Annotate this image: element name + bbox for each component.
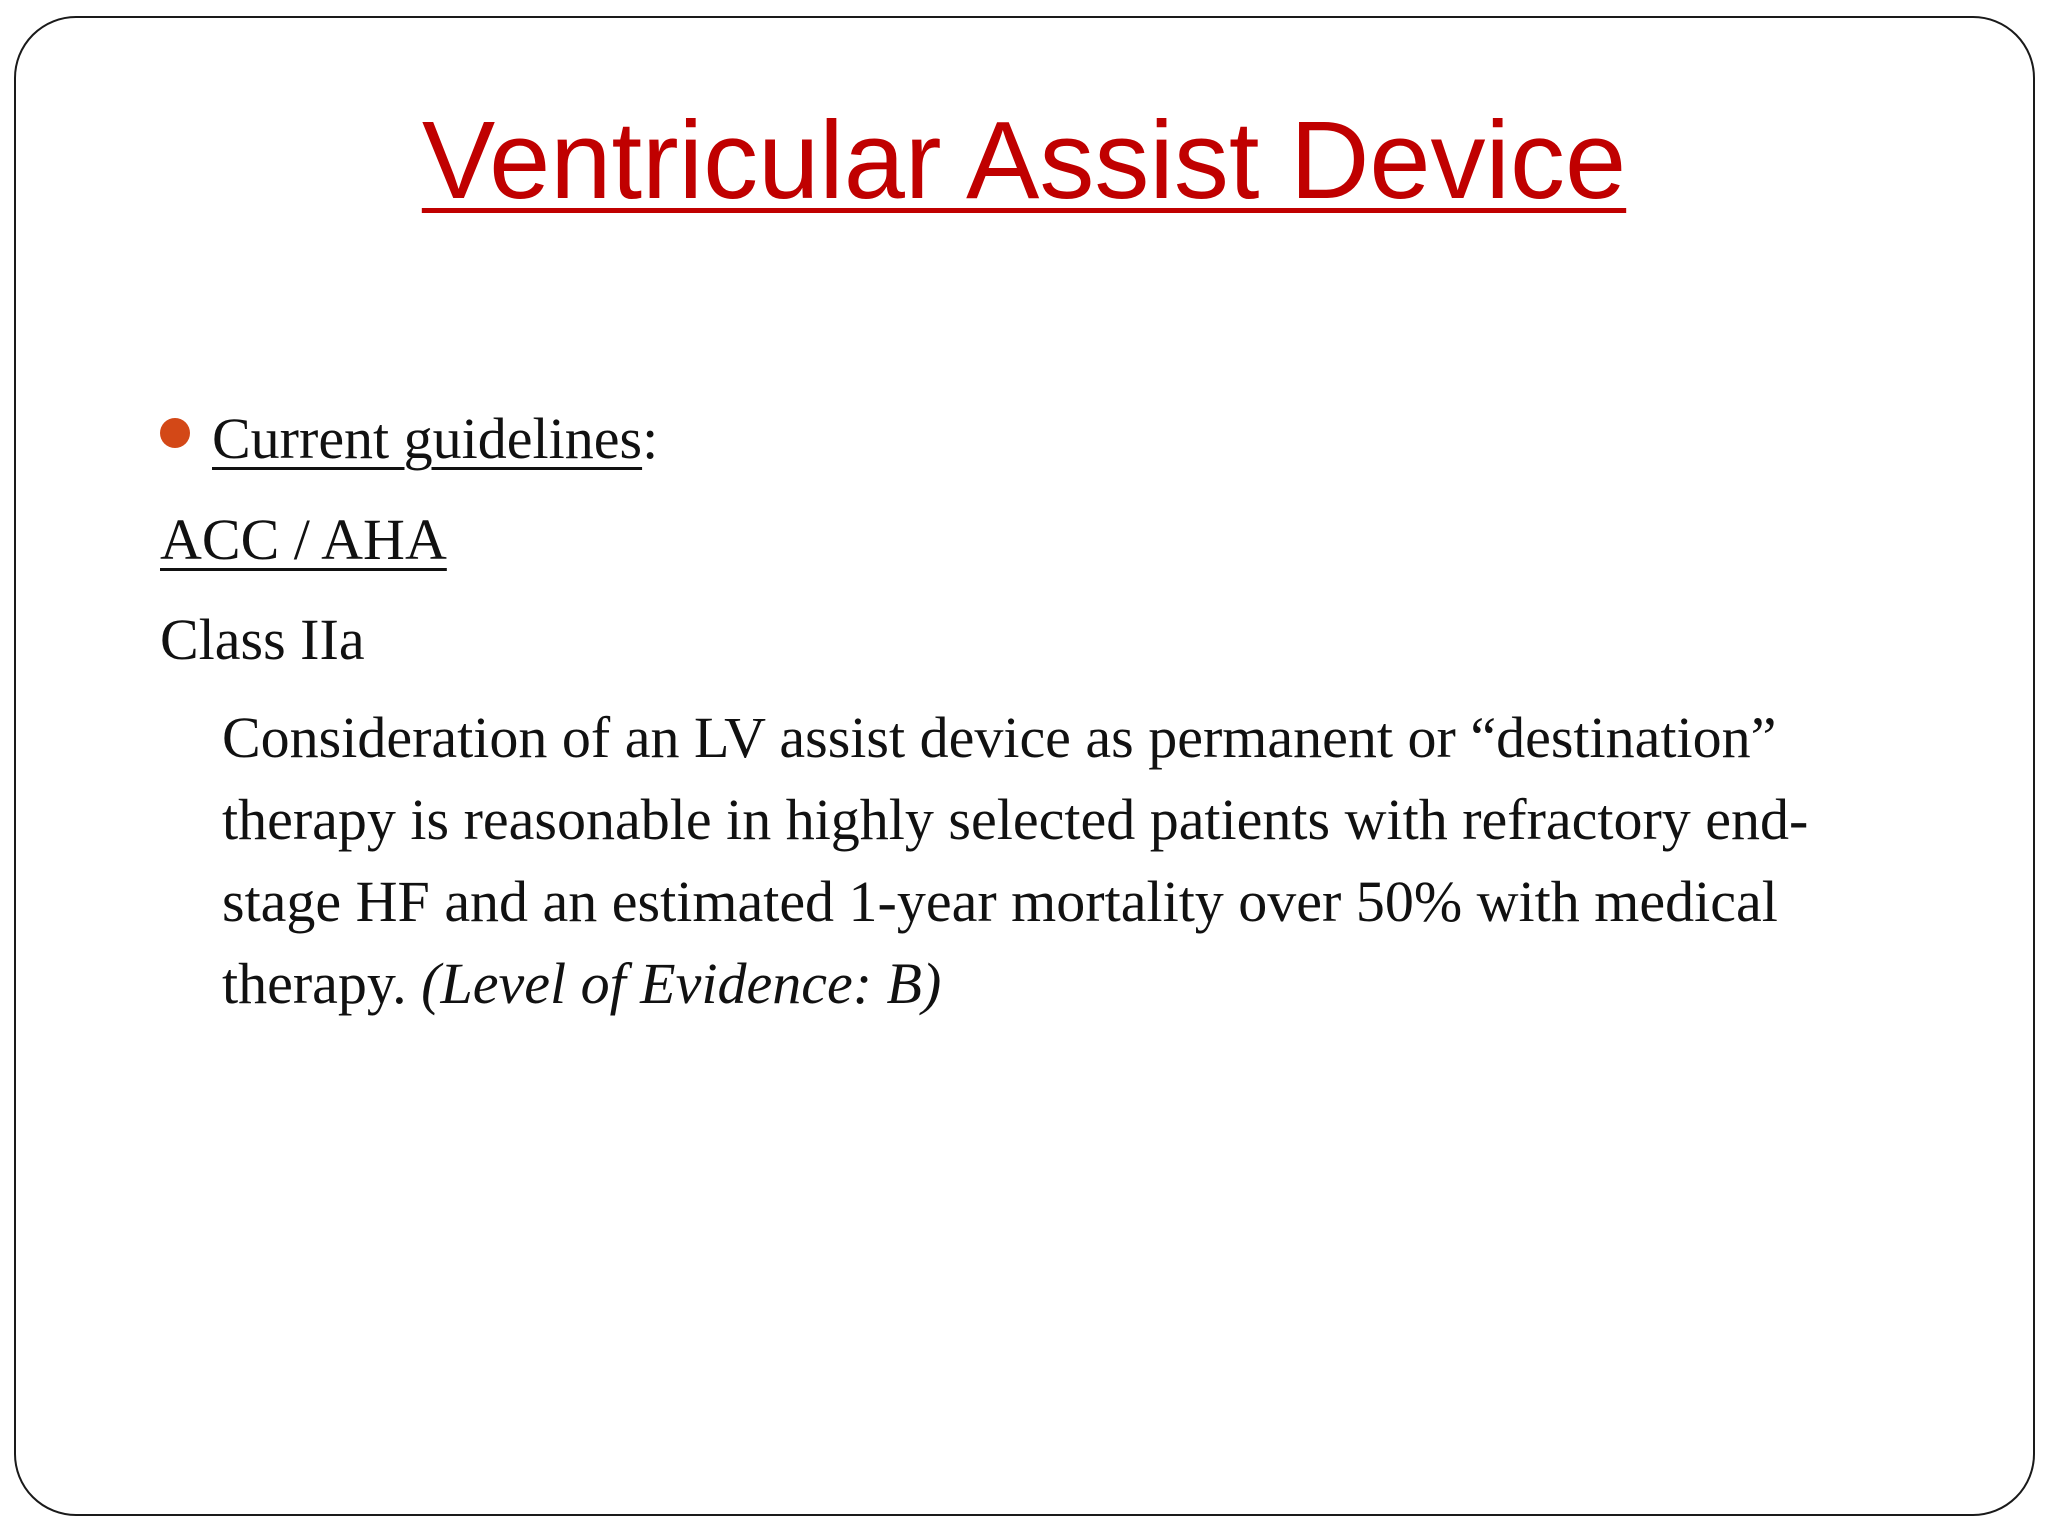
slide-content <box>160 405 1920 1025</box>
recommendation-text: Consideration of an LV assist device as permanent or “destination” therapy is reasonable in highly selected patients with refractory end-stage HF and an estimated 1-year mortality over 50% with medical therapy. <box>222 705 1809 1016</box>
guidelines-colon: : <box>642 406 659 471</box>
slide-title-text: Ventricular Assist Device <box>421 99 1627 222</box>
organization-label: ACC / AHA <box>160 507 447 572</box>
organization-line <box>160 505 1920 605</box>
bullet-item <box>160 405 1920 495</box>
evidence-level: (Level of Evidence: B) <box>421 951 942 1016</box>
recommendation-paragraph <box>222 697 1882 1025</box>
class-line <box>160 605 1920 705</box>
bullet-text <box>212 405 658 472</box>
guidelines-label: Current guidelines <box>212 406 643 471</box>
bullet-dot-icon <box>160 418 190 448</box>
class-label: Class IIa <box>160 607 365 672</box>
slide-title <box>0 100 2048 221</box>
